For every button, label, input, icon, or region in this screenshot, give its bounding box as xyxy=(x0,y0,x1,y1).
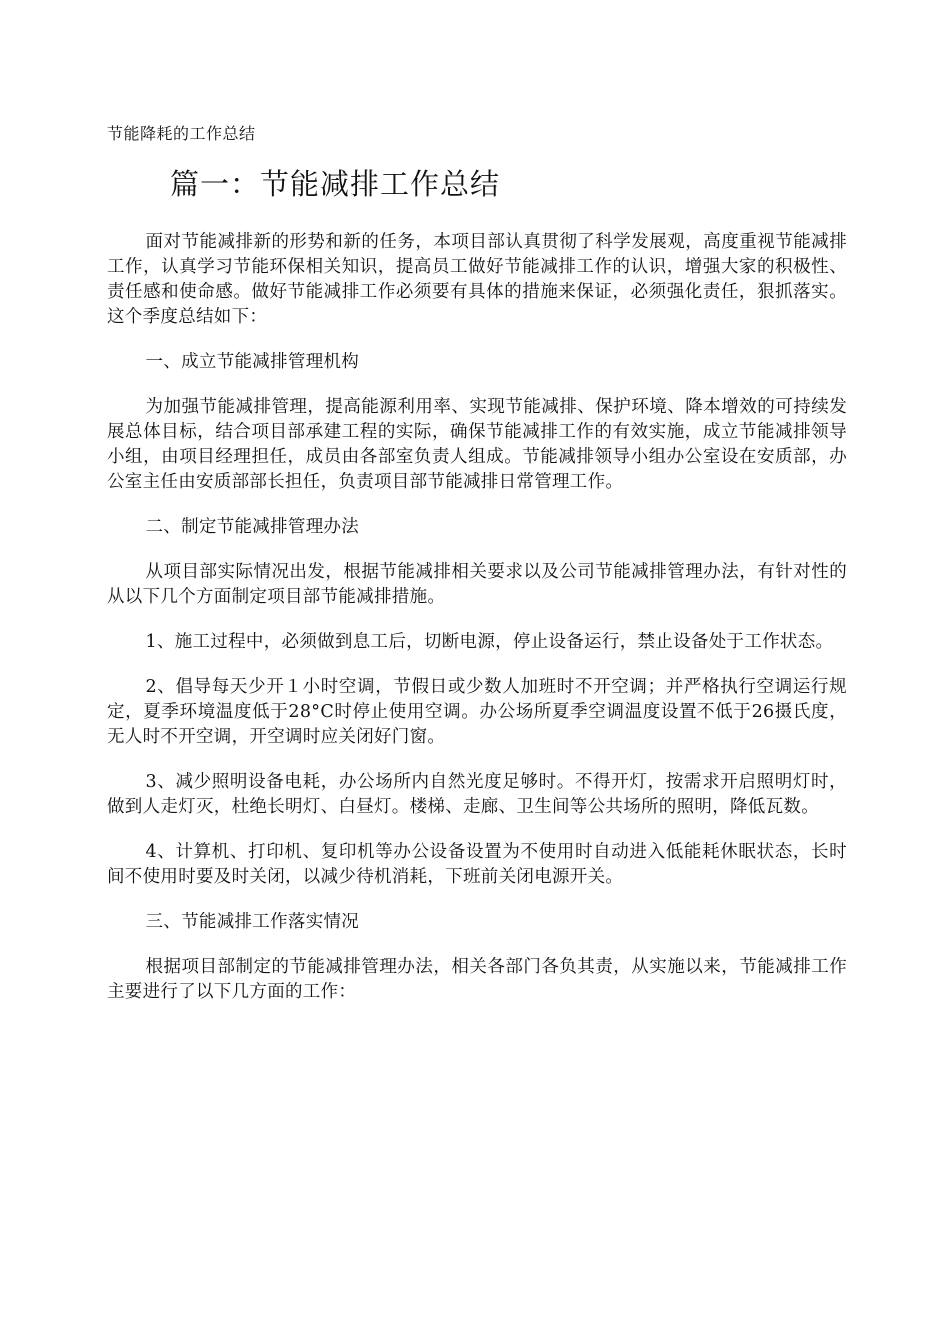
measure-item-1: 1、施工过程中，必须做到息工后，切断电源，停止设备运行，禁止设备处于工作状态。 xyxy=(145,632,834,652)
measure-item-3: 3、减少照明设备电耗，办公场所内自然光度足够时。不得开灯，按需求开启照明灯时，做到人走灯灭，杜绝长明灯、白昼灯。楼梯、走廊、卫生间等公共场所的照明，降低瓦数。 xyxy=(107,772,847,817)
section-heading-2: 二、制定节能减排管理办法 xyxy=(145,517,360,537)
document-title: 篇一：节能减排工作总结 xyxy=(170,167,501,201)
document-body xyxy=(107,230,847,1025)
section-heading-1: 一、成立节能减排管理机构 xyxy=(145,352,360,372)
section-3-paragraph: 根据项目部制定的节能减排管理办法，相关各部门各负其责，从实施以来，节能减排工作主要进行了以下几方面的工作： xyxy=(107,957,847,1002)
intro-paragraph: 面对节能减排新的形势和新的任务，本项目部认真贯彻了科学发展观，高度重视节能减排工作，认真学习节能环保相关知识，提高员工做好节能减排工作的认识，增强大家的积极性、责任感和使命感。做好节能减排工作必须要有具体的措施来保证，必须强化责任，狠抓落实。这个季度总结如下： xyxy=(107,232,847,327)
measure-item-4: 4、计算机、打印机、复印机等办公设备设置为不使用时自动进入低能耗休眠状态，长时间不使用时要及时关闭，以减少待机消耗，下班前关闭电源开关。 xyxy=(107,842,847,887)
section-heading-3: 三、节能减排工作落实情况 xyxy=(145,912,360,932)
section-1-paragraph: 为加强节能减排管理，提高能源利用率、实现节能减排、保护环境、降本增效的可持续发展总体目标，结合项目部承建工程的实际，确保节能减排工作的有效实施，成立节能减排领导小组，由项目经理担任，成员由各部室负责人组成。节能减排领导小组办公室设在安质部，办公室主任由安质部部长担任，负责项目部节能减排日常管理工作。 xyxy=(107,397,847,492)
section-2-intro-paragraph: 从项目部实际情况出发，根据节能减排相关要求以及公司节能减排管理办法，有针对性的从以下几个方面制定项目部节能减排措施。 xyxy=(107,562,847,607)
document-label: 节能降耗的工作总结 xyxy=(107,124,256,143)
measure-item-2: 2、倡导每天少开１小时空调，节假日或少数人加班时不开空调；并严格执行空调运行规定，夏季环境温度低于28°C时停止使用空调。办公场所夏季空调温度设置不低于26摄氏度，无人时不开空调，开空调时应关闭好门窗。 xyxy=(107,677,847,747)
